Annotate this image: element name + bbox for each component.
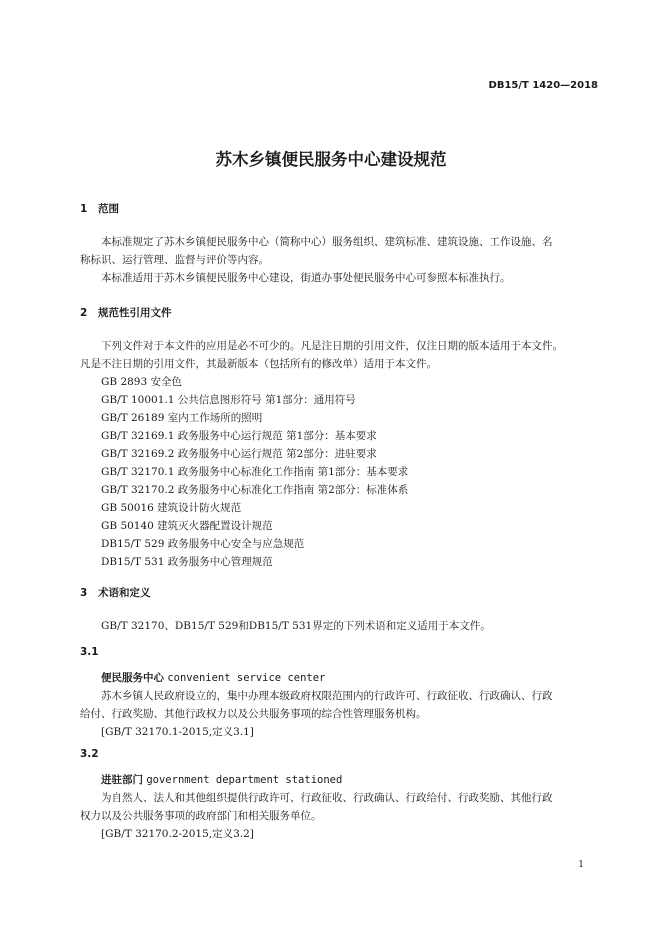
term-3-2 [101,772,342,787]
reference-item: GB/T 32169.1 政务服务中心运行规范 第1部分：基本要求 [101,430,377,442]
section-3-title: 术语和定义 [98,587,151,599]
section-1-para-2: 本标准适用于苏木乡镇便民服务中心建设，街道办事处便民服务中心可参照本标准执行。 [101,272,511,284]
reference-item: GB 50140 建筑灭火器配置设计规范 [101,520,273,532]
section-2-title: 规范性引用文件 [98,307,172,319]
reference-item: GB 2893 安全色 [101,376,183,388]
reference-item: GB 50016 建筑设计防火规范 [101,502,242,514]
reference-item: GB/T 32170.1 政务服务中心标准化工作指南 第1部分：基本要求 [101,466,409,478]
term-3-1-english: convenient service center [167,672,326,684]
term-3-2-english: government department stationed [146,774,343,786]
reference-item: GB/T 26189 室内工作场所的照明 [101,412,263,424]
term-3-1-number: 3.1 [80,646,99,658]
section-2-number: 2 [80,307,88,319]
section-1-heading [80,201,119,216]
section-1-para-1-line-2: 称标识、运行管理、监督与评价等内容。 [80,254,269,266]
term-3-2-definition-line-2: 权力以及公共服务事项的政府部门和相关服务单位。 [80,810,322,822]
section-1-title: 范围 [98,203,119,215]
section-1-para-1-line-1: 本标准规定了苏木乡镇便民服务中心（简称中心）服务组织、建筑标准、建筑设施、工作设施、名 [101,236,553,248]
reference-item: DB15/T 529 政务服务中心安全与应急规范 [101,538,305,550]
term-3-2-definition-line-1: 为自然人、法人和其他组织提供行政许可、行政征收、行政确认、行政给付、行政奖励、其他行政 [101,792,553,804]
section-2-para-line-1: 下列文件对于本文件的应用是必不可少的。凡是注日期的引用文件，仅注日期的版本适用于本文件。 [101,340,563,352]
section-2-para-line-2: 凡是不注日期的引用文件，其最新版本（包括所有的修改单）适用于本文件。 [80,358,437,370]
reference-item: GB/T 10001.1 公共信息图形符号 第1部分：通用符号 [101,394,356,406]
page-number: 1 [578,860,584,870]
section-2-heading [80,305,172,320]
term-3-2-source: [GB/T 32170.2-2015,定义3.2] [101,828,254,840]
doc-title: 苏木乡镇便民服务中心建设规范 [215,150,447,169]
reference-item: GB/T 32170.2 政务服务中心标准化工作指南 第2部分：标准体系 [101,484,409,496]
term-3-1-definition-line-1: 苏木乡镇人民政府设立的，集中办理本级政府权限范围内的行政许可、行政征收、行政确认、行政 [101,690,553,702]
term-3-1-definition-line-2: 给付、行政奖励、其他行政权力以及公共服务事项的综合性管理服务机构。 [80,708,427,720]
section-3-number: 3 [80,587,88,599]
section-1-number: 1 [80,203,88,215]
doc-number: DB15/T 1420—2018 [488,80,598,91]
reference-item: DB15/T 531 政务服务中心管理规范 [101,556,273,568]
reference-item: GB/T 32169.2 政务服务中心运行规范 第2部分：进驻要求 [101,448,377,460]
term-3-1-source: [GB/T 32170.1-2015,定义3.1] [101,726,254,738]
term-3-2-number: 3.2 [80,748,99,760]
term-3-2-chinese: 进驻部门 [101,774,143,786]
section-3-intro: GB/T 32170、DB15/T 529和DB15/T 531界定的下列术语和定义适用于本文件。 [101,620,491,632]
section-3-heading [80,585,151,600]
term-3-1-chinese: 便民服务中心 [101,672,164,684]
term-3-1 [101,670,325,685]
